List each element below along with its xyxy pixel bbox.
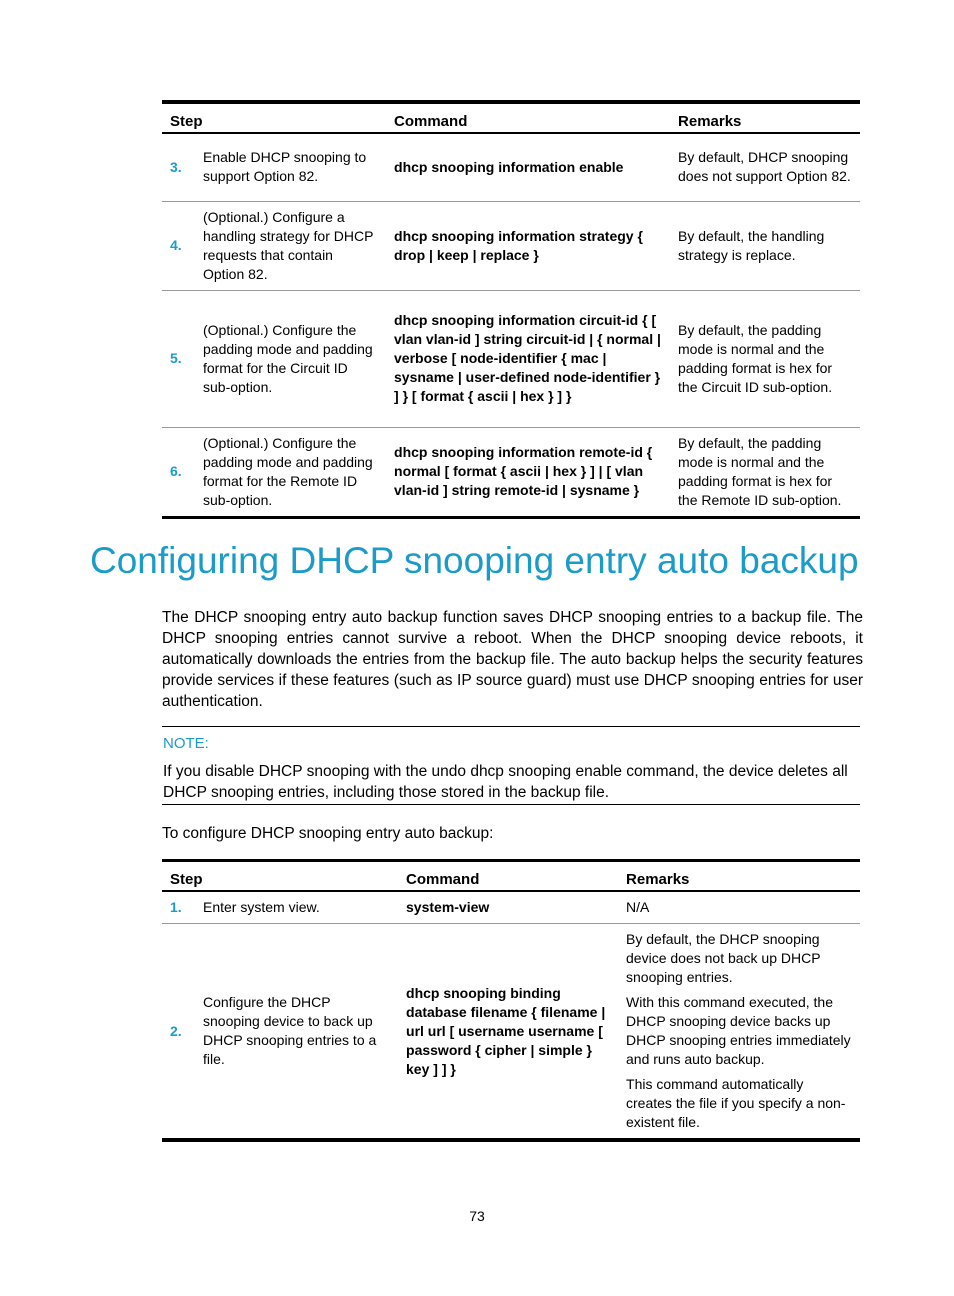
step-remarks [618,924,860,1141]
step-description: (Optional.) Configure the padding mode and padding format for the Remote ID sub-option. [203,434,373,508]
column-header-step: Step [162,861,398,892]
step-remarks: By default, the handling strategy is replace. [670,201,860,290]
remark-paragraph: By default, the DHCP snooping device does not back up DHCP snooping entries. [626,931,821,985]
step-description: Enter system view. [195,891,398,924]
config-steps-table-option82 [162,100,860,519]
step-description: Enable DHCP snooping to support Option 82. [195,133,386,201]
step-number: 1. [162,891,195,924]
table-row [162,427,860,517]
step-number: 6. [170,463,182,479]
remark-paragraph: With this command executed, the DHCP snooping device backs up DHCP snooping entries immediately and runs auto backup. [626,994,851,1067]
step-number: 4. [162,201,195,290]
column-header-command: Command [386,102,670,133]
step-description: (Optional.) Configure the padding mode and padding format for the Circuit ID sub-option. [195,290,386,427]
column-header-remarks: Remarks [618,861,860,892]
command-syntax: dhcp snooping information circuit-id { [ vlan vlan-id ] string circuit-id | { normal | verbose [ node-identifier { mac | sysname | user-defined node-identifier } ] } [ format { ascii | hex } ] } [386,290,670,427]
remark-paragraph: This command automatically creates the file if you specify a non-existent file. [626,1076,846,1130]
lead-text: To configure DHCP snooping entry auto backup: [162,825,494,842]
step-number: 2. [170,1022,182,1039]
command-syntax: dhcp snooping information strategy { drop | keep | replace } [386,201,670,290]
section-heading: Configuring DHCP snooping entry auto backup [90,540,859,581]
step-description: (Optional.) Configure a handling strategy for DHCP requests that contain Option 82. [195,201,386,290]
table-row [162,891,860,924]
step-number: 5. [162,290,195,427]
table-row [162,201,860,290]
remark-paragraph: N/A [626,899,650,915]
command-syntax: dhcp snooping information enable [386,133,670,201]
step-remarks: By default, DHCP snooping does not support Option 82. [670,133,860,201]
note-text: If you disable DHCP snooping with the undo dhcp snooping enable command, the device deletes all DHCP snooping entries, including those stored in the backup file. [163,763,848,801]
table-header-row [162,861,860,892]
config-steps-table-auto-backup [162,859,860,1142]
column-header-remarks: Remarks [670,102,860,133]
command-syntax: dhcp snooping information remote-id { normal [ format { ascii | hex } ] | [ vlan vlan-id ] string remote-id | sysname } [394,444,653,498]
intro-paragraph: The DHCP snooping entry auto backup function saves DHCP snooping entries to a backup file. The DHCP snooping entries cannot survive a reboot. When the DHCP snooping device reboots, it automatically downloads the entries from the backup file. The auto backup helps the security features provide services if these features (such as IP source guard) must use DHCP snooping entries for user authentication. [162,609,863,710]
step-remarks: By default, the padding mode is normal and the padding format is hex for the Circuit ID sub-option. [670,290,860,427]
command-syntax: system-view [398,891,618,924]
step-description: Configure the DHCP snooping device to back up DHCP snooping entries to a file. [203,994,377,1067]
step-remarks: By default, the padding mode is normal and the padding format is hex for the Remote ID sub-option. [678,434,842,508]
table-row [162,133,860,201]
table-header-row [162,102,860,133]
step-remarks [618,891,860,924]
note-label: NOTE: [163,735,209,752]
column-header-step: Step [162,102,386,133]
table-row [162,924,860,1141]
command-syntax: dhcp snooping binding database filename { filename | url url [ username username [ password { cipher | simple } key ] ] } [406,984,606,1077]
step-number: 3. [162,133,195,201]
table-row [162,290,860,427]
column-header-command: Command [398,861,618,892]
page-number: 73 [469,1208,485,1224]
